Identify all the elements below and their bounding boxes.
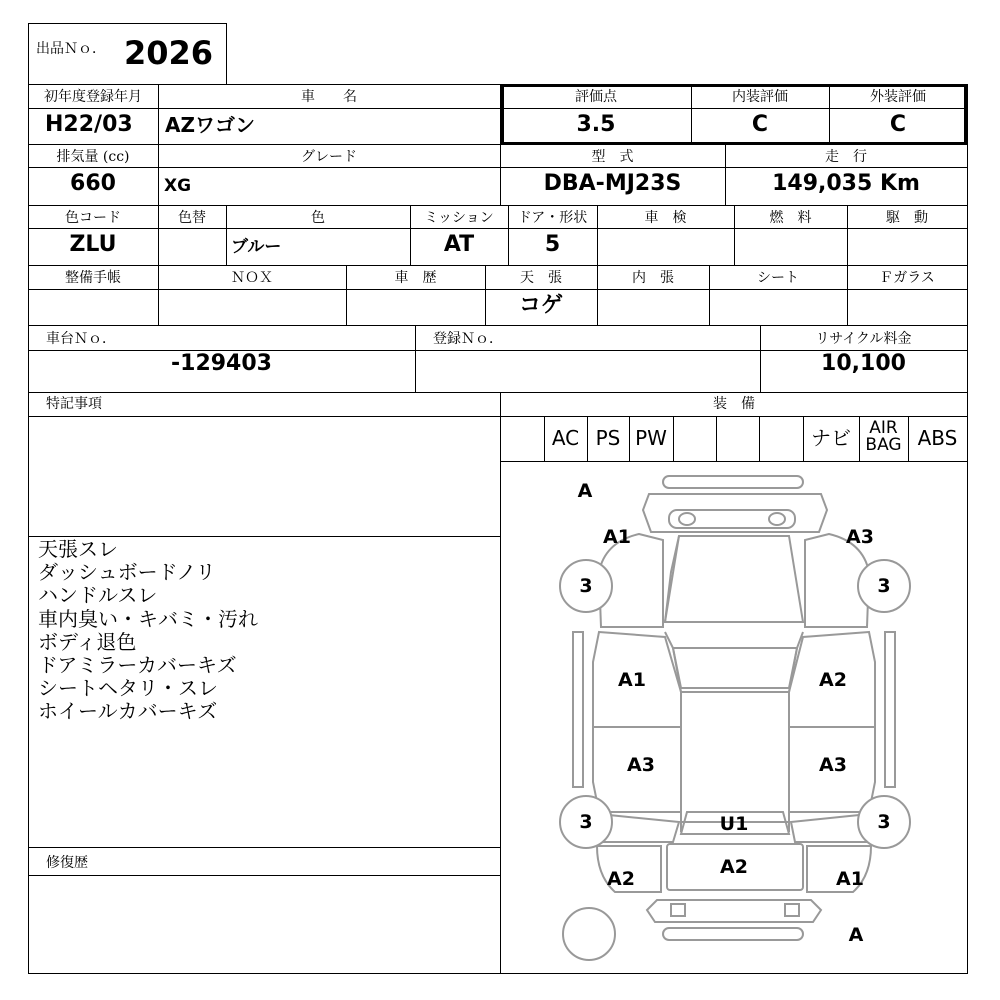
model-label: 型 式 <box>591 149 634 165</box>
equipment-airbag: AIR BAG <box>865 418 902 455</box>
remark-item: 天張スレ <box>38 537 118 561</box>
interior-label: 内装評価 <box>732 89 788 105</box>
equipment-abs: ABS <box>917 426 958 450</box>
mark-front-bumper: A <box>577 480 593 502</box>
color-code-label: 色コード <box>65 210 121 226</box>
grade-label: グレード <box>301 149 357 165</box>
car-condition-diagram <box>501 462 967 973</box>
equipment-navi: ナビ <box>811 426 851 450</box>
transmission-value: AT <box>443 232 475 257</box>
mark-rear-right: A1 <box>836 868 864 890</box>
remark-item: ハンドルスレ <box>38 583 158 608</box>
door-value: 5 <box>544 232 561 257</box>
mark-door-fr: A2 <box>819 669 847 691</box>
mark-tire-rr: 3 <box>877 811 891 833</box>
equipment-pw: PW <box>635 426 667 450</box>
displacement-value: 660 <box>70 171 116 196</box>
recycle-value: 10,100 <box>821 351 906 376</box>
score-label: 評価点 <box>575 89 617 105</box>
displacement-label: 排気量 (cc) <box>56 149 130 165</box>
mark-door-fl: A1 <box>618 669 646 691</box>
mark-tire-rl: 3 <box>579 811 593 833</box>
interior-value: C <box>751 112 769 137</box>
glass-label: Ｆガラス <box>879 270 935 286</box>
score-value: 3.5 <box>576 112 616 137</box>
mark-tire-fr: 3 <box>877 575 891 597</box>
remark-item: ホイールカバーキズ <box>38 699 218 724</box>
equipment-ps: PS <box>595 426 621 450</box>
mark-tire-fl: 3 <box>579 575 593 597</box>
exterior-value: C <box>889 112 907 137</box>
exterior-label: 外装評価 <box>870 89 926 105</box>
car-name-label: 車 名 <box>301 89 357 105</box>
transmission-label: ミッション <box>424 210 494 226</box>
inspection-label: 車 検 <box>644 210 687 226</box>
color-change-label: 色替 <box>178 210 206 226</box>
color-label: 色 <box>311 210 325 226</box>
grade-value: XG <box>164 176 192 196</box>
remark-item: シートヘタリ・スレ <box>38 676 218 701</box>
equipment-label: 装 備 <box>713 396 755 412</box>
mileage-label: 走 行 <box>825 149 867 165</box>
equipment-ac: AC <box>551 426 580 450</box>
inner-label: 内 張 <box>632 270 674 286</box>
maintenance-label: 整備手帳 <box>65 270 121 286</box>
mark-rear-left: A2 <box>607 868 635 890</box>
remarks-notes <box>38 538 258 724</box>
color-code-value: ZLU <box>69 232 117 257</box>
chassis-label: 車台Ｎｏ． <box>46 331 116 347</box>
mark-front-right: A3 <box>846 526 874 548</box>
mark-back-door: A2 <box>720 856 748 878</box>
mark-rear-bumper: A <box>848 924 864 946</box>
first-reg-label: 初年度登録年月 <box>44 89 142 105</box>
lot-label: 出品Ｎｏ． <box>36 41 106 57</box>
remark-item: 車内臭い・キバミ・汚れ <box>38 606 258 631</box>
ceiling-label: 天 張 <box>520 270 562 286</box>
first-reg-value: H22/03 <box>45 112 133 137</box>
car-name-value: AZワゴン <box>165 113 255 137</box>
mileage-value: 149,035 Km <box>772 171 920 196</box>
door-label: ドア・形状 <box>517 210 588 226</box>
nox-label: ＮＯＸ <box>231 270 273 286</box>
seat-label: シート <box>757 270 799 286</box>
mark-door-rr: A3 <box>819 754 847 776</box>
lot-number: 2026 <box>124 34 214 72</box>
reg-label: 登録Ｎｏ． <box>433 331 503 347</box>
mark-door-rl: A3 <box>627 754 655 776</box>
chassis-value: -129403 <box>171 351 272 376</box>
fuel-label: 燃 料 <box>769 210 812 226</box>
remark-item: ダッシュボードノリ <box>38 560 216 585</box>
remark-item: ボディ退色 <box>38 629 137 654</box>
model-value: DBA-MJ23S <box>543 171 682 196</box>
ceiling-value: コゲ <box>518 293 563 318</box>
recycle-label: リサイクル料金 <box>815 331 912 347</box>
remark-item: ドアミラーカバーキズ <box>38 653 237 678</box>
color-value: ブルー <box>231 237 282 257</box>
history-label: 車 歴 <box>394 270 437 286</box>
mark-front-left: A1 <box>603 526 631 548</box>
mark-roof-rear: U1 <box>719 813 749 835</box>
repair-label: 修復歴 <box>46 855 88 871</box>
drive-label: 駆 動 <box>886 210 928 226</box>
remarks-label: 特記事項 <box>46 396 102 412</box>
